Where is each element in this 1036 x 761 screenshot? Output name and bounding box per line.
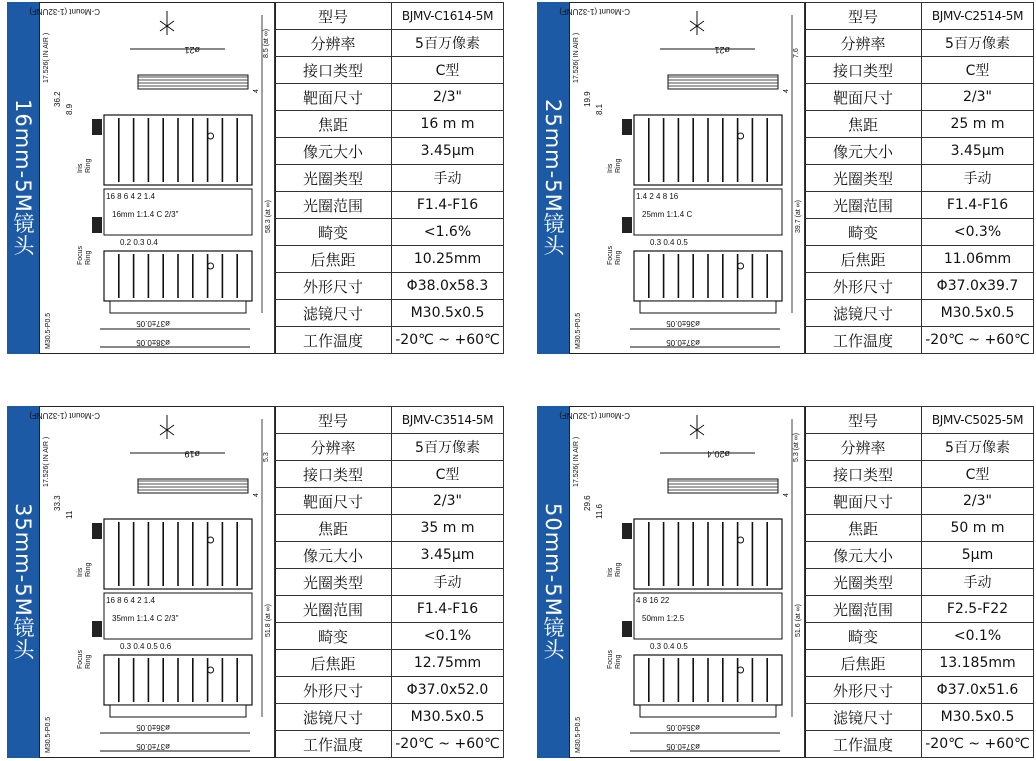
spec-label: 畸变 [805,623,922,650]
spec-value: -20℃ ~ +60℃ [392,731,504,758]
spec-row [275,677,504,704]
spec-value: M30.5x0.5 [922,300,1034,327]
spec-value: 3.45μm [392,542,504,569]
spec-value: 2/3" [392,84,504,111]
focus-label: Focus [607,649,614,669]
spec-row [805,327,1034,354]
spec-label: 工作温度 [275,731,392,758]
dim-left: 11 [65,510,74,519]
iris-label: Ring [85,562,92,577]
fstop-scale: 1.4 2 4 8 16 [636,192,679,201]
spec-row [805,488,1034,515]
spec-value: 5百万像素 [392,30,504,57]
spec-row [805,569,1034,596]
dim-right: 8.5 (at ∞) [263,28,270,58]
focus-ring [104,655,252,705]
spec-label: 畸变 [275,219,392,246]
spec-label: 分辨率 [275,30,392,57]
spec-value: 5百万像素 [392,434,504,461]
spec-value: F1.4-F16 [392,596,504,623]
spec-value: M30.5x0.5 [392,704,504,731]
lens-outline-svg [559,3,805,353]
panel-title: 35mm-5M镜头 [11,503,35,661]
spec-value: C型 [922,57,1034,84]
iris-label: Iris [77,163,84,173]
spec-row [275,111,504,138]
air-label: 17.526( IN AIR ) [573,436,580,487]
spec-label: 后焦距 [805,246,922,273]
spec-label: 分辨率 [275,434,392,461]
lens-marking: 25mm 1:1.4 C [642,210,693,219]
spec-value: 2/3" [922,84,1034,111]
spec-row [805,219,1034,246]
spec-row [805,704,1034,731]
lens-drawing [559,406,806,758]
mount-label: C-Mount (1-32UNF) [559,7,630,16]
lens-panel-35mm [7,406,502,758]
spec-value: 25 m m [922,111,1034,138]
spec-label: 靶面尺寸 [805,488,922,515]
spec-value: C型 [392,57,504,84]
spec-label: 像元大小 [275,542,392,569]
spec-row [805,515,1034,542]
spec-value: 12.75mm [392,650,504,677]
spec-value: F2.5-F22 [922,596,1034,623]
spec-row [275,623,504,650]
spec-label: 光圈类型 [805,165,922,192]
panel-title-bar [7,406,39,758]
spec-label: 光圈范围 [805,192,922,219]
spec-row [275,57,504,84]
filter-thread: M30.5-P0.5 [45,716,52,753]
spec-row [805,677,1034,704]
thread-diameter: ø21 [184,45,200,55]
iris-ring [104,519,252,589]
spec-label: 光圈类型 [275,165,392,192]
iris-label: Iris [607,163,614,173]
spec-value: 2/3" [392,488,504,515]
lens-outline-svg [29,3,275,353]
dim-right: 51.8 (at ∞) [265,603,272,637]
spec-value: BJMV-C3514-5M [392,407,504,434]
spec-label: 像元大小 [805,138,922,165]
spec-value: <0.1% [392,623,504,650]
spec-table [274,2,504,354]
spec-row [805,30,1034,57]
iris-label: Iris [77,567,84,577]
spec-row [275,650,504,677]
spec-row [275,542,504,569]
dim-right: 58.3 (at ∞) [265,199,272,233]
spec-value: 3.45μm [392,138,504,165]
lens-outline-svg [559,407,805,757]
spec-value: 3.45μm [922,138,1034,165]
outer-diameter: ø36±0.05 [666,319,700,328]
dim-right: 51.6 (at ∞) [795,603,802,637]
panel-title: 25mm-5M镜头 [541,99,565,257]
lens-drawing [559,2,806,354]
spec-table [804,406,1034,758]
spec-value: 手动 [922,569,1034,596]
dim-right: 4 [253,493,260,497]
spec-row [275,569,504,596]
spec-label: 接口类型 [805,57,922,84]
dim-left: 8.1 [595,103,604,115]
spec-value: Φ37.0x51.6 [922,677,1034,704]
spec-row [275,273,504,300]
spec-label: 型号 [275,407,392,434]
spec-row [275,246,504,273]
dim-right: 39.7 (at ∞) [795,199,802,233]
spec-row [805,192,1034,219]
lens-marking: 16mm 1:1.4 C 2/3" [112,210,179,219]
fstop-scale: 16 8 6 4 2 1.4 [106,192,155,201]
spec-value: 5百万像素 [922,30,1034,57]
spec-row [275,192,504,219]
lens-panel-25mm [537,2,1032,354]
dim-left: 19.9 [583,91,592,107]
spec-label: 工作温度 [805,731,922,758]
spec-row [275,30,504,57]
spec-label: 型号 [275,3,392,30]
spec-label: 像元大小 [805,542,922,569]
iris-ring [634,115,782,185]
spec-label: 外形尺寸 [275,273,392,300]
outer-diameter: ø37±0.05 [666,338,700,347]
spec-row [805,246,1034,273]
focus-ring [634,655,782,705]
spec-label: 外形尺寸 [805,273,922,300]
spec-value: <0.3% [922,219,1034,246]
spec-row [805,165,1034,192]
spec-label: 外形尺寸 [805,677,922,704]
focus-scale: 0.2 0.3 0.4 [120,238,158,247]
spec-label: 靶面尺寸 [275,488,392,515]
spec-row [275,300,504,327]
spec-value: 16 m m [392,111,504,138]
spec-label: 焦距 [275,111,392,138]
spec-row [275,731,504,758]
spec-row [275,327,504,354]
spec-label: 后焦距 [275,650,392,677]
spec-value: M30.5x0.5 [392,300,504,327]
spec-value: 10.25mm [392,246,504,273]
dim-left: 11.6 [595,504,604,519]
spec-row [805,84,1034,111]
spec-row [805,138,1034,165]
iris-ring [634,519,782,589]
spec-value: F1.4-F16 [922,192,1034,219]
dim-left: 33.3 [53,495,62,511]
outer-diameter: ø37±0.05 [136,742,170,751]
spec-label: 型号 [805,3,922,30]
focus-scale: 0.3 0.4 0.5 0.6 [120,642,172,651]
lens-marking: 50mm 1:2.5 [642,614,685,623]
spec-value: BJMV-C2514-5M [922,3,1034,30]
lens-drawing [29,2,276,354]
spec-label: 接口类型 [275,461,392,488]
spec-row [275,219,504,246]
spec-row [275,165,504,192]
spec-row [275,704,504,731]
spec-label: 光圈类型 [805,569,922,596]
spec-row [275,434,504,461]
spec-label: 光圈范围 [275,192,392,219]
focus-label: Ring [615,654,622,669]
spec-value: M30.5x0.5 [922,704,1034,731]
dim-right: 5.3 (at ∞) [793,432,800,462]
panel-title: 50mm-5M镜头 [541,503,565,661]
spec-label: 后焦距 [805,650,922,677]
spec-value: BJMV-C5025-5M [922,407,1034,434]
spec-row [805,731,1034,758]
mount-label: C-Mount (1-32UNF) [559,411,630,420]
outer-diameter: ø35±0.05 [666,723,700,732]
spec-value: <0.1% [922,623,1034,650]
spec-label: 接口类型 [805,461,922,488]
dim-left: 29.6 [583,495,592,511]
outer-diameter: ø36±0.05 [136,723,170,732]
filter-thread: M30.5-P0.5 [45,312,52,349]
spec-table [804,2,1034,354]
spec-label: 分辨率 [805,30,922,57]
spec-label: 滤镜尺寸 [805,704,922,731]
spec-value: F1.4-F16 [392,192,504,219]
fstop-scale: 4 8 16 22 [636,596,670,605]
spec-row [275,488,504,515]
spec-row [805,111,1034,138]
spec-label: 光圈范围 [275,596,392,623]
focus-label: Focus [607,245,614,265]
spec-value: 手动 [392,569,504,596]
spec-label: 靶面尺寸 [275,84,392,111]
spec-row [275,515,504,542]
spec-label: 焦距 [275,515,392,542]
spec-label: 光圈类型 [275,569,392,596]
spec-row [275,461,504,488]
panel-title-bar [7,2,39,354]
focus-label: Ring [615,250,622,265]
panel-title-bar [537,406,569,758]
iris-label: Iris [607,567,614,577]
thread-diameter: ø20.4 [706,449,730,459]
mount-label: C-Mount (1-32UNF) [29,7,100,16]
outer-diameter: ø37±0.05 [666,742,700,751]
iris-label: Ring [615,158,622,173]
spec-row [275,3,504,30]
iris-label: Ring [85,158,92,173]
spec-label: 像元大小 [275,138,392,165]
spec-value: 50 m m [922,515,1034,542]
focus-ring [634,251,782,301]
dim-right: 7.6 [793,48,800,58]
focus-label: Focus [77,649,84,669]
spec-label: 接口类型 [275,57,392,84]
spec-row [275,596,504,623]
spec-label: 焦距 [805,111,922,138]
spec-row [805,461,1034,488]
spec-label: 滤镜尺寸 [275,704,392,731]
spec-value: 2/3" [922,488,1034,515]
dim-left: 36.2 [53,91,62,107]
spec-label: 光圈范围 [805,596,922,623]
outer-diameter: ø38±0.05 [136,338,170,347]
focus-scale: 0.3 0.4 0.5 [650,238,688,247]
lens-panel-16mm [7,2,502,354]
thread-diameter: ø21 [714,45,730,55]
focus-scale: 0.3 0.4 0.5 [650,642,688,651]
air-label: 17.526( IN AIR ) [43,32,50,83]
air-label: 17.526( IN AIR ) [573,32,580,83]
dim-right: 4 [253,89,260,93]
spec-value: Φ37.0x39.7 [922,273,1034,300]
spec-label: 靶面尺寸 [805,84,922,111]
filter-thread: M30.5-P0.5 [575,312,582,349]
spec-value: 手动 [392,165,504,192]
dim-right: 4 [783,493,790,497]
air-label: 17.526( IN AIR ) [43,436,50,487]
iris-label: Ring [615,562,622,577]
spec-value: C型 [922,461,1034,488]
iris-ring [104,115,252,185]
focus-ring [104,251,252,301]
spec-row [805,57,1034,84]
panel-title-bar [537,2,569,354]
spec-label: 分辨率 [805,434,922,461]
spec-value: <1.6% [392,219,504,246]
lens-marking: 35mm 1:1.4 C 2/3" [112,614,179,623]
spec-row [805,434,1034,461]
spec-label: 型号 [805,407,922,434]
lens-outline-svg [29,407,275,757]
focus-label: Focus [77,245,84,265]
fstop-scale: 16 8 6 4 2 1.4 [106,596,155,605]
thread-diameter: ø19 [184,449,200,459]
spec-value: -20℃ ~ +60℃ [922,731,1034,758]
spec-value: 35 m m [392,515,504,542]
spec-row [275,138,504,165]
spec-value: 11.06mm [922,246,1034,273]
filter-thread: M30.5-P0.5 [575,716,582,753]
spec-row [805,407,1034,434]
spec-value: BJMV-C1614-5M [392,3,504,30]
panel-title: 16mm-5M镜头 [11,99,35,257]
spec-value: -20℃ ~ +60℃ [922,327,1034,354]
spec-row [805,542,1034,569]
spec-value: Φ38.0x58.3 [392,273,504,300]
lens-drawing [29,406,276,758]
spec-row [805,273,1034,300]
spec-value: 5百万像素 [922,434,1034,461]
spec-label: 工作温度 [805,327,922,354]
spec-label: 滤镜尺寸 [805,300,922,327]
spec-row [805,650,1034,677]
outer-diameter: ø37±0.05 [136,319,170,328]
spec-label: 外形尺寸 [275,677,392,704]
spec-row [275,407,504,434]
spec-label: 畸变 [275,623,392,650]
focus-label: Ring [85,250,92,265]
spec-row [805,300,1034,327]
spec-value: 手动 [922,165,1034,192]
spec-label: 焦距 [805,515,922,542]
spec-row [805,623,1034,650]
dim-right: 5.3 [263,452,270,462]
spec-value: 13.185mm [922,650,1034,677]
spec-row [805,3,1034,30]
spec-row [275,84,504,111]
focus-label: Ring [85,654,92,669]
spec-value: C型 [392,461,504,488]
spec-label: 工作温度 [275,327,392,354]
spec-label: 滤镜尺寸 [275,300,392,327]
lens-panel-50mm [537,406,1032,758]
dim-right: 4 [783,89,790,93]
spec-row [805,596,1034,623]
spec-label: 后焦距 [275,246,392,273]
spec-value: -20℃ ~ +60℃ [392,327,504,354]
spec-value: 5μm [922,542,1034,569]
dim-left: 8.9 [65,103,74,115]
mount-label: C-Mount (1-32UNF) [29,411,100,420]
spec-label: 畸变 [805,219,922,246]
spec-value: Φ37.0x52.0 [392,677,504,704]
spec-table [274,406,504,758]
